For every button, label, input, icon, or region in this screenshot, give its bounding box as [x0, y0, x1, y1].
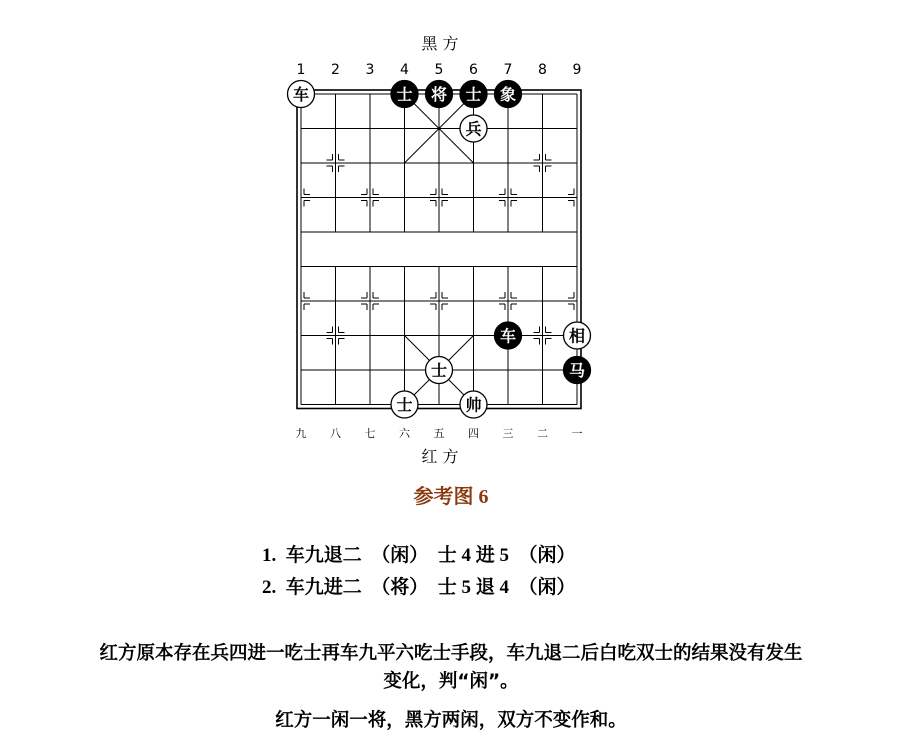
file-number-bottom: 八: [330, 427, 341, 440]
file-number-bottom: 五: [433, 427, 445, 440]
file-number-top: 5: [434, 62, 444, 78]
piece-black: 马: [568, 361, 586, 380]
move-line-1: 1. 车九退二 （闲） 士 4 进 5 （闲）: [262, 545, 576, 566]
piece-red: 士: [396, 395, 413, 415]
xiangqi-board: [270, 30, 610, 470]
explanation-line-2: 变化，判“闲”。: [383, 671, 519, 692]
file-number-bottom: 三: [502, 427, 514, 440]
file-number-bottom: 四: [468, 427, 479, 440]
file-number-top: 4: [400, 62, 409, 78]
file-number-bottom: 六: [399, 427, 410, 440]
file-number-top: 1: [296, 62, 306, 78]
piece-black: 将: [430, 85, 448, 104]
file-number-bottom: 一: [571, 427, 583, 440]
explanation-paragraph: [20, 640, 882, 696]
file-number-top: 7: [503, 62, 513, 78]
piece-red: 兵: [465, 119, 482, 139]
piece-black: 象: [499, 85, 517, 104]
figure-caption: 参考图 6: [413, 486, 489, 508]
file-number-bottom: 七: [364, 427, 376, 440]
file-number-bottom: 九: [295, 427, 307, 440]
move-list: [262, 540, 576, 604]
file-number-bottom: 二: [537, 427, 548, 440]
bottom-side-label: 红 方: [421, 447, 459, 466]
top-side-label: 黑 方: [421, 34, 459, 53]
piece-red: 相: [568, 326, 586, 346]
conclusion-line: 红方一闲一将，黑方两闲，双方不变作和。: [275, 710, 627, 731]
piece-red: 车: [292, 85, 310, 104]
file-number-top: 9: [572, 62, 582, 78]
piece-red: 帅: [465, 395, 482, 415]
piece-red: 士: [430, 361, 448, 380]
file-number-top: 8: [538, 62, 547, 78]
piece-black: 车: [499, 326, 517, 346]
piece-black: 士: [396, 85, 413, 104]
file-number-top: 3: [365, 62, 375, 78]
move-line-2: 2. 车九进二 （将） 士 5 退 4 （闲）: [262, 577, 576, 598]
piece-black: 士: [465, 85, 482, 104]
file-number-top: 6: [469, 62, 478, 78]
explanation-line-1: 红方原本存在兵四进一吃士再车九平六吃士手段，车九退二后白吃双士的结果没有发生: [99, 643, 803, 664]
file-number-top: 2: [331, 62, 340, 78]
